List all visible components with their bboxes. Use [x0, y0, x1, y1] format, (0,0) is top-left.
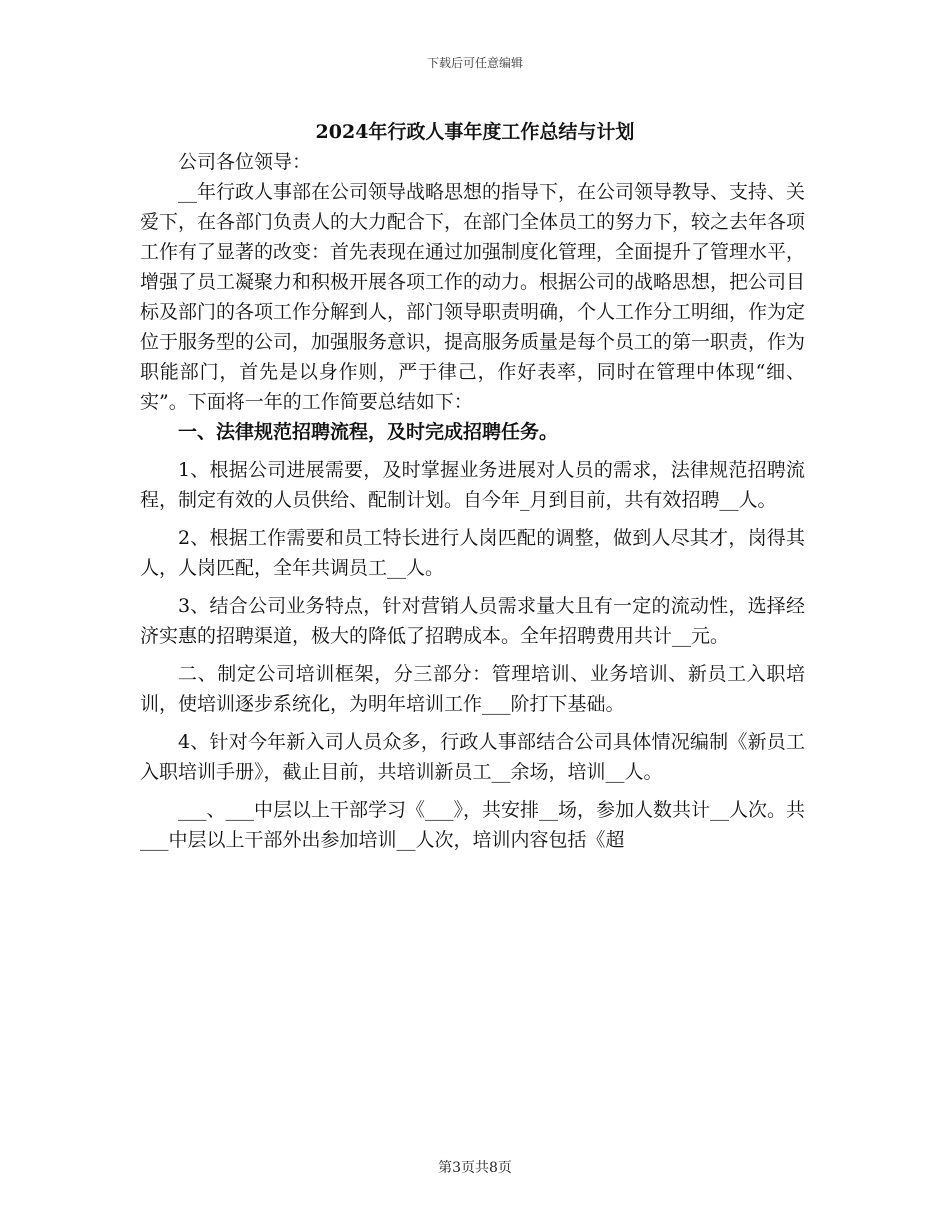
document-title: 2024年行政人事年度工作总结与计划 — [315, 121, 635, 143]
document-body — [140, 147, 805, 855]
paragraph-item-4: 4、针对今年新入司人员众多，行政人事部结合公司具体情况编制《新员工入职培训手册》，截止目前，共培训新员工__余场，培训__人。 — [140, 731, 805, 783]
page-footer: 第3页共8页 — [438, 1160, 512, 1176]
paragraph-item-1: 1、根据公司进展需要，及时掌握业务进展对人员的需求，法律规范招聘流程，制定有效的人员供给、配制计划。自今年_月到目前，共有效招聘__人。 — [140, 459, 805, 511]
paragraph-intro: __年行政人事部在公司领导战略思想的指导下，在公司领导教导、支持、关爱下，在各部门负责人的大力配合下，在部门全体员工的努力下，较之去年各项工作有了显著的改变：首先表现在通过加强制度化管理，全面提升了管理水平，增强了员工凝聚力和积极开展各项工作的动力。根据公司的战略思想，把公司目标及部门的各项工作分解到人，部门领导职责明确，个人工作分工明细，作为定位于服务型的公司，加强服务意识，提高服务质量是每个员工的第一职责，作为职能部门，首先是以身作则，严于律己，作好表率，同时在管理中体现“细、实”。下面将一年的工作简要总结如下： — [140, 181, 806, 413]
paragraph-item-5: ___、___中层以上干部学习《___》，共安排__场，参加人数共计__人次。共___中层以上干部外出参加培训__人次，培训内容包括《超 — [140, 799, 806, 851]
page-header-note: 下载后可任意编辑 — [426, 56, 523, 70]
section-training: 二、制定公司培训框架，分三部分：管理培训、业务培训、新员工入职培训，使培训逐步系统化，为明年培训工作___阶打下基础。 — [140, 663, 805, 715]
section-heading-recruitment: 一、法律规范招聘流程，及时完成招聘任务。 — [178, 421, 559, 443]
paragraph-item-2: 2、根据工作需要和员工特长进行人岗匹配的调整，做到人尽其才，岗得其人，人岗匹配，全年共调员工__人。 — [140, 527, 805, 579]
greeting: 公司各位领导： — [178, 151, 312, 173]
paragraph-item-3: 3、结合公司业务特点，针对营销人员需求量大且有一定的流动性，选择经济实惠的招聘渠道，极大的降低了招聘成本。全年招聘费用共计__元。 — [140, 595, 805, 647]
